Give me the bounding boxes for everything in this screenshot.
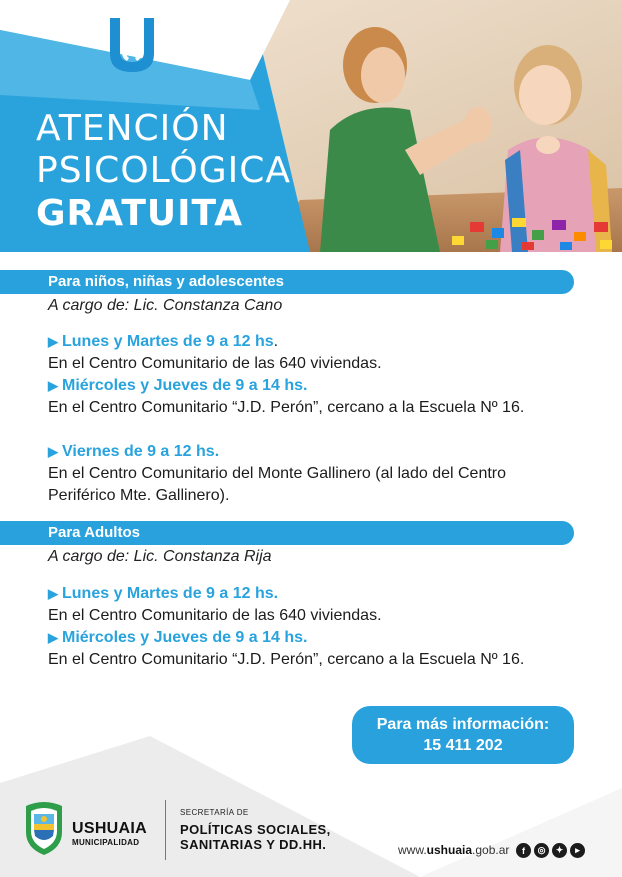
play-arrow-icon: ▶ bbox=[48, 630, 58, 645]
social-icons bbox=[516, 843, 585, 858]
secretaria-name bbox=[180, 822, 331, 852]
schedule-time: ▶ Lunes y Martes de 9 a 12 hs. bbox=[48, 333, 279, 350]
schedule-entry bbox=[48, 583, 568, 627]
section-heading-adults: Para Adultos bbox=[0, 521, 574, 545]
schedule-entry bbox=[48, 331, 568, 375]
hero-title-line-1: ATENCIÓN bbox=[36, 108, 229, 149]
hero-banner bbox=[0, 0, 622, 252]
info-label: Para más información: bbox=[376, 716, 550, 733]
facebook-icon[interactable]: f bbox=[516, 843, 531, 858]
municipality-name: USHUAIA bbox=[72, 820, 147, 837]
hero-title-line-3: GRATUITA bbox=[36, 193, 244, 234]
youtube-icon[interactable]: ▸ bbox=[570, 843, 585, 858]
instagram-icon[interactable]: ◎ bbox=[534, 843, 549, 858]
twitter-icon[interactable]: ✦ bbox=[552, 843, 567, 858]
ushuaia-shield-logo bbox=[22, 800, 66, 856]
hero-title-line-2: PSICOLÓGICA bbox=[36, 150, 292, 191]
play-arrow-icon: ▶ bbox=[48, 334, 58, 349]
play-arrow-icon: ▶ bbox=[48, 586, 58, 601]
municipality-subtitle: MUNICIPALIDAD bbox=[72, 838, 140, 847]
schedule-location: En el Centro Comunitario del Monte Gallinero (al lado del Centro Periférico Mte. Gallinero). bbox=[48, 465, 507, 504]
info-phone: 15 411 202 bbox=[423, 737, 503, 754]
in-charge-children: A cargo de: Lic. Constanza Cano bbox=[48, 297, 283, 314]
schedule-location: En el Centro Comunitario “J.D. Perón”, cercano a la Escuela Nº 16. bbox=[48, 651, 525, 668]
play-arrow-icon: ▶ bbox=[48, 378, 58, 393]
play-arrow-icon: ▶ bbox=[48, 444, 58, 459]
schedule-time: ▶ Miércoles y Jueves de 9 a 14 hs. bbox=[48, 377, 308, 394]
schedule-location: En el Centro Comunitario de las 640 viviendas. bbox=[48, 355, 382, 372]
municipality-u-logo bbox=[108, 16, 156, 74]
secretaria-name-line-1: POLÍTICAS SOCIALES, bbox=[180, 822, 331, 837]
schedule-location: En el Centro Comunitario de las 640 viviendas. bbox=[48, 607, 382, 624]
footer-divider bbox=[165, 800, 166, 860]
schedule-entry bbox=[48, 627, 568, 671]
section-heading-children: Para niños, niñas y adolescentes bbox=[0, 270, 574, 294]
schedule-time: ▶ Miércoles y Jueves de 9 a 14 hs. bbox=[48, 629, 308, 646]
schedule-time: ▶ Viernes de 9 a 12 hs. bbox=[48, 443, 220, 460]
schedule-location: En el Centro Comunitario “J.D. Perón”, cercano a la Escuela Nº 16. bbox=[48, 399, 525, 416]
schedule-entry bbox=[48, 375, 568, 419]
schedule-time: ▶ Lunes y Martes de 9 a 12 hs. bbox=[48, 585, 279, 602]
schedule-entry bbox=[48, 441, 568, 507]
website-link[interactable]: www.ushuaia.gob.ar bbox=[398, 843, 510, 857]
secretaria-label: SECRETARÍA DE bbox=[180, 808, 249, 817]
in-charge-adults: A cargo de: Lic. Constanza Rija bbox=[48, 548, 272, 565]
info-contact-pill[interactable] bbox=[352, 706, 574, 764]
secretaria-name-line-2: SANITARIAS Y DD.HH. bbox=[180, 837, 327, 852]
